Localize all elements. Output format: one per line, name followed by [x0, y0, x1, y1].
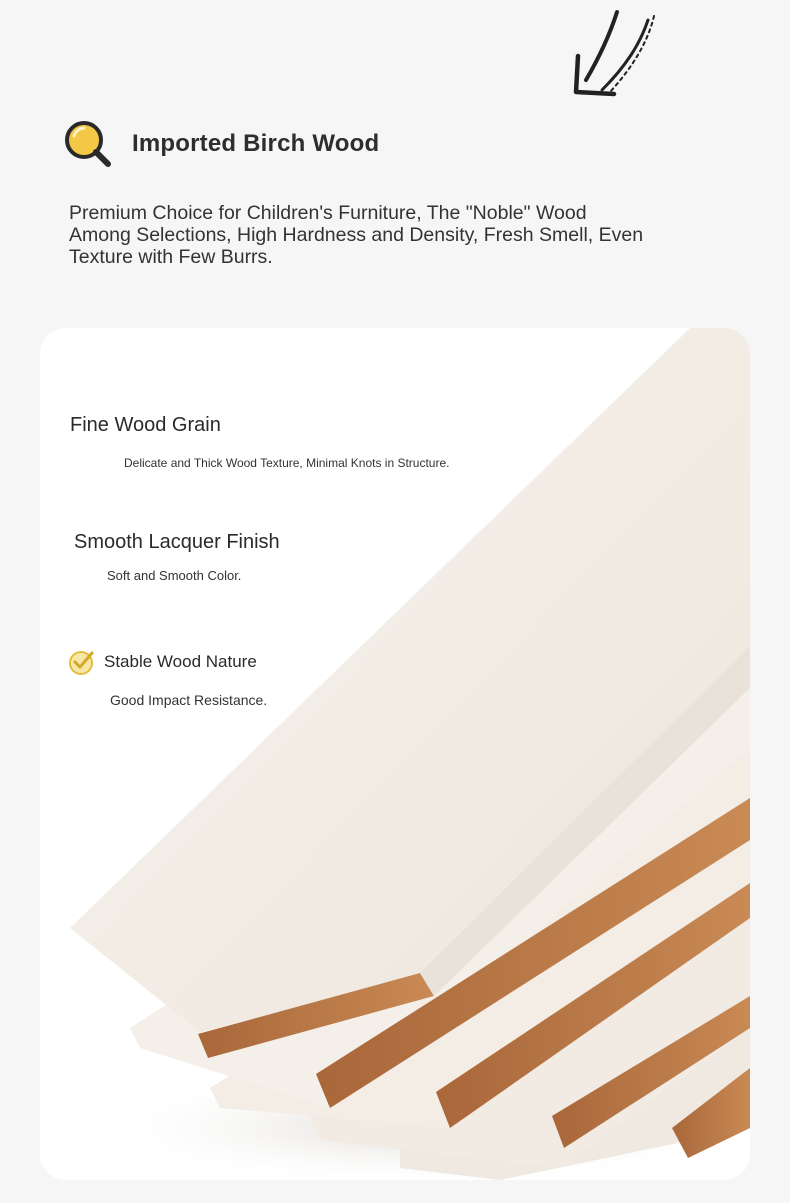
feature-text-smooth-lacquer: Soft and Smooth Color.	[107, 568, 242, 583]
feature-title-fine-wood-grain: Fine Wood Grain	[70, 414, 221, 436]
feature-text-fine-wood-grain: Delicate and Thick Wood Texture, Minimal Knots in Structure.	[124, 456, 450, 470]
arrow-doodle-icon	[560, 4, 670, 104]
page-title: Imported Birch Wood	[132, 130, 380, 157]
section-header	[62, 118, 379, 170]
feature-text-stable-wood: Good Impact Resistance.	[110, 692, 268, 708]
check-badge-icon	[68, 648, 96, 676]
feature-row-stable-wood	[68, 648, 257, 676]
feature-title-stable-wood: Stable Wood Nature	[104, 652, 257, 671]
magnifier-icon	[62, 118, 114, 170]
product-feature-card	[40, 328, 750, 1180]
intro-description: Premium Choice for Children's Furniture, The "Noble" Wood Among Selections, High Hardness and Density, Fresh Smell, Even Texture with Few Burrs.	[69, 202, 644, 268]
feature-title-smooth-lacquer: Smooth Lacquer Finish	[74, 531, 280, 553]
